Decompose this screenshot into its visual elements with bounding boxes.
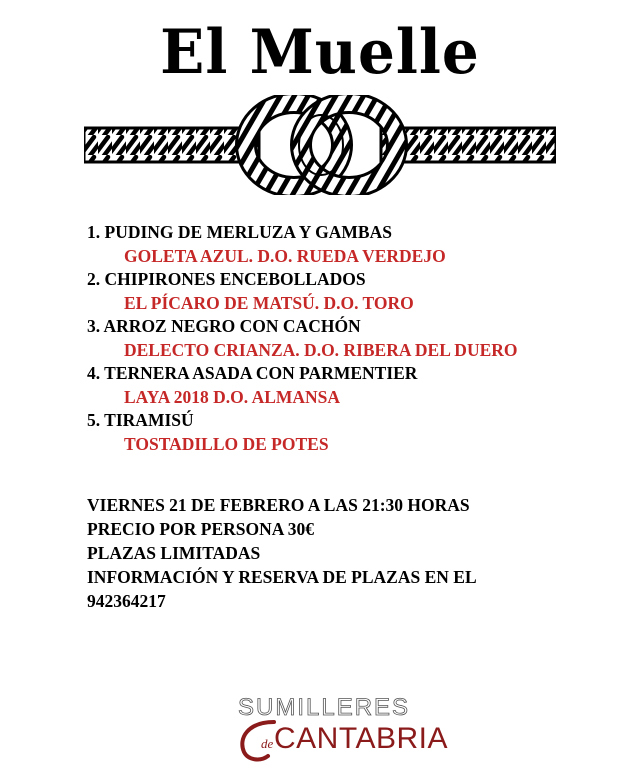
event-places: PLAZAS LIMITADAS [87,543,261,563]
wine-pairing: DELECTO CRIANZA. D.O. RIBERA DEL DUERO [124,339,518,360]
sumilleres-cantabria-logo [228,694,448,764]
page-title: El Muelle [160,16,480,88]
course-item: 5. TIRAMISÚ [87,410,194,430]
wine-pairing: EL PÍCARO DE MATSÚ. D.O. TORO [124,292,414,313]
event-date: VIERNES 21 DE FEBRERO A LAS 21:30 HORAS [87,495,470,515]
menu-list [87,221,597,456]
logo-de-text: de [261,736,274,751]
course-item: 4. TERNERA ASADA CON PARMENTIER [87,363,418,383]
event-contact: INFORMACIÓN Y RESERVA DE PLAZAS EN EL 942364217 [87,567,476,611]
wine-pairing: TOSTADILLO DE POTES [124,433,329,454]
course-item: 1. PUDING DE MERLUZA Y GAMBAS [87,222,392,242]
event-price: PRECIO POR PERSONA 30€ [87,519,315,539]
course-item: 2. CHIPIRONES ENCEBOLLADOS [87,269,366,289]
course-item: 3. ARROZ NEGRO CON CACHÓN [87,316,361,336]
event-info [87,493,557,613]
logo-main-text: CANTABRIA [274,722,448,755]
logo-top-text: SUMILLERES [238,694,411,721]
rope-knot-icon [84,95,556,195]
wine-pairing: LAYA 2018 D.O. ALMANSA [124,386,341,407]
wine-pairing: GOLETA AZUL. D.O. RUEDA VERDEJO [124,245,446,266]
